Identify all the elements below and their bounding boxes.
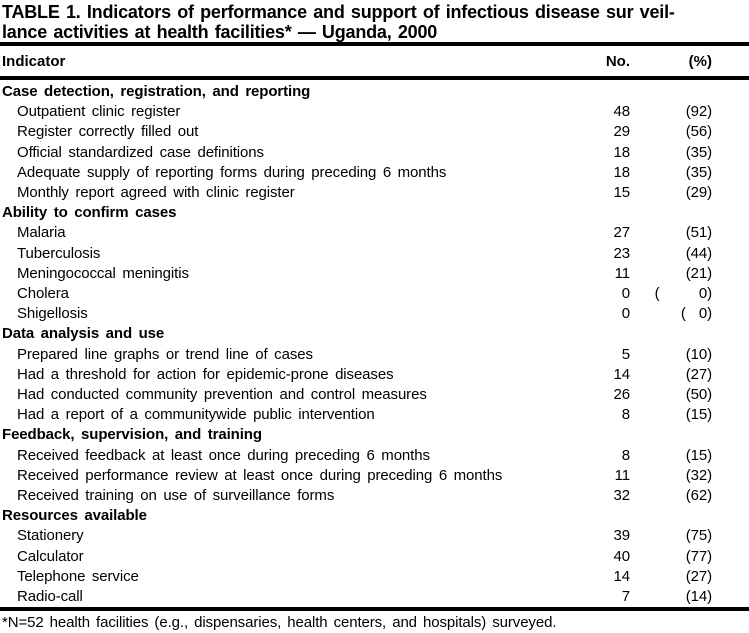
indicator-label: Malaria: [17, 224, 66, 242]
pct-value: (56): [685, 123, 712, 141]
indicator-label: Stationery: [17, 527, 84, 545]
table-row: [0, 526, 749, 546]
indicator-label: Official standardized case definitions: [17, 143, 264, 161]
table-row: [0, 183, 749, 203]
section-header-row: [0, 203, 749, 223]
table-row: [0, 345, 749, 365]
no-value: 27: [613, 224, 630, 242]
pct-value: (21): [685, 264, 712, 282]
table-row: [0, 284, 749, 304]
table-row: [0, 244, 749, 264]
no-value: 7: [621, 588, 630, 606]
indicator-label: Received training on use of surveillance forms: [17, 487, 335, 505]
no-value: 14: [613, 567, 630, 585]
pct-value: ( 0): [654, 285, 712, 303]
no-value: 8: [621, 406, 630, 424]
indicator-label: Prepared line graphs or trend line of cases: [17, 345, 313, 363]
section-label: Ability to confirm cases: [2, 204, 177, 222]
table-row: [0, 163, 749, 183]
no-value: 5: [621, 345, 630, 363]
pct-value: ( 0): [680, 305, 712, 323]
pct-value: (27): [685, 567, 712, 585]
indicator-label: Had conducted community prevention and control measures: [17, 386, 427, 404]
indicator-label: Radio-call: [17, 588, 83, 606]
no-value: 18: [613, 163, 630, 181]
pct-value: (51): [685, 224, 712, 242]
table-body: [0, 80, 749, 607]
footnote: *N=52 health facilities (e.g., dispensaries, health centers, and hospitals) surveyed.: [2, 614, 557, 632]
no-value: 40: [613, 547, 630, 565]
indicator-label: Had a threshold for action for epidemic-prone diseases: [17, 365, 394, 383]
no-value: 11: [614, 466, 630, 484]
indicator-label: Outpatient clinic register: [17, 103, 181, 121]
table-row: [0, 446, 749, 466]
section-label: Feedback, supervision, and training: [2, 426, 262, 444]
pct-value: (75): [685, 527, 712, 545]
no-value: 8: [621, 446, 630, 464]
no-value: 11: [614, 264, 630, 282]
pct-value: (44): [685, 244, 712, 262]
pct-value: (14): [685, 588, 712, 606]
no-value: 14: [613, 365, 630, 383]
pct-value: (35): [685, 143, 712, 161]
table-title: [0, 0, 749, 42]
pct-value: (10): [685, 345, 712, 363]
pct-value: (29): [685, 184, 712, 202]
table-row: [0, 567, 749, 587]
section-label: Data analysis and use: [2, 325, 165, 343]
table-row: [0, 304, 749, 324]
no-value: 48: [613, 103, 630, 121]
indicator-label: Cholera: [17, 285, 69, 303]
indicator-label: Received performance review at least once during preceding 6 months: [17, 466, 503, 484]
table-row: [0, 486, 749, 506]
no-value: 39: [613, 527, 630, 545]
indicator-label: Tuberculosis: [17, 244, 101, 262]
no-value: 15: [613, 184, 630, 202]
no-value: 32: [613, 487, 630, 505]
pct-value: (15): [685, 406, 712, 424]
column-header-row: [0, 46, 749, 76]
table-row: [0, 122, 749, 142]
section-label: Case detection, registration, and reporting: [2, 83, 311, 100]
pct-value: (77): [685, 547, 712, 565]
section-header-row: [0, 425, 749, 445]
indicator-label: Received feedback at least once during preceding 6 months: [17, 446, 430, 464]
indicator-label: Telephone service: [17, 567, 139, 585]
column-header-no: No.: [605, 53, 630, 70]
table-row: [0, 587, 749, 607]
table-row: [0, 102, 749, 122]
table-row: [0, 466, 749, 486]
no-value: 26: [613, 386, 630, 404]
pct-value: (15): [685, 446, 712, 464]
section-label: Resources available: [2, 507, 147, 525]
indicator-label: Calculator: [17, 547, 84, 565]
indicator-label: Had a report of a communitywide public intervention: [17, 406, 375, 424]
indicator-label: Monthly report agreed with clinic register: [17, 184, 295, 202]
table-row: [0, 223, 749, 243]
table-row: [0, 547, 749, 567]
table-row: [0, 365, 749, 385]
indicator-label: Shigellosis: [17, 305, 88, 323]
table-title-line2: lance activities at health facilities* — Uganda, 2000: [2, 22, 438, 42]
indicator-label: Register correctly filled out: [17, 123, 199, 141]
pct-value: (92): [685, 103, 712, 121]
no-value: 0: [621, 285, 630, 303]
column-header-pct: (%): [688, 53, 712, 70]
indicator-label: Meningococcal meningitis: [17, 264, 189, 282]
pct-value: (35): [685, 163, 712, 181]
section-header-row: [0, 82, 749, 102]
section-header-row: [0, 324, 749, 344]
table-row: [0, 143, 749, 163]
table-row: [0, 385, 749, 405]
pct-value: (50): [685, 386, 712, 404]
pct-value: (62): [685, 487, 712, 505]
pct-value: (27): [685, 365, 712, 383]
no-value: 0: [621, 305, 630, 323]
no-value: 29: [613, 123, 630, 141]
column-header-indicator: Indicator: [2, 53, 66, 70]
indicator-label: Adequate supply of reporting forms during preceding 6 months: [17, 163, 447, 181]
section-header-row: [0, 506, 749, 526]
pct-value: (32): [685, 466, 712, 484]
no-value: 18: [613, 143, 630, 161]
table-row: [0, 405, 749, 425]
table-title-line1: TABLE 1. Indicators of performance and support of infectious disease sur veil-: [2, 2, 675, 22]
table-row: [0, 264, 749, 284]
rule-above-footnote: [0, 607, 749, 611]
no-value: 23: [613, 244, 630, 262]
